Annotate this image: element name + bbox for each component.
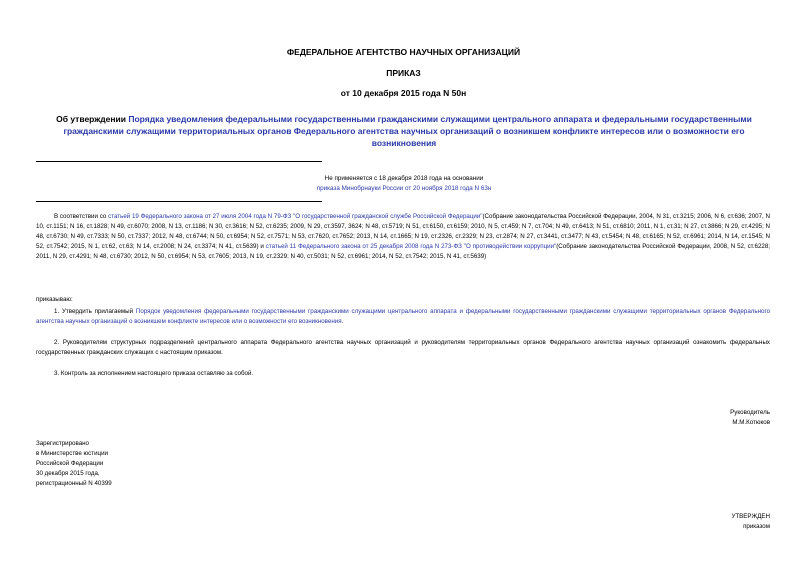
item-3: 3. Контроль за исполнением настоящего приказа оставляю за собой. xyxy=(54,370,254,377)
approved-line-1: УТВЕРЖДЕН xyxy=(731,513,770,520)
registration-line-1: Зарегистрировано xyxy=(36,440,89,447)
validity-note xyxy=(36,174,772,193)
registration-line-2: в Министерстве юстиции xyxy=(36,450,109,457)
item-1-link[interactable]: Порядок уведомления федеральными государственными гражданскими служащими центрального аппарата и федеральными государственными гражданскими служащими территориальных органов Федерального агентства научных организаций о возникшем конфликте интересов или о возможности его возникновения xyxy=(36,308,771,325)
item-2: 2. Руководителям структурных подразделений центрального аппарата Федерального агентства научных организаций и руководителям территориальных органов Федерального агентства научных организаций ознакомить федеральных государственных гражданских служащих с настоящим приказом. xyxy=(36,339,770,356)
doc-title xyxy=(36,113,772,149)
doc-date-number: от 10 декабря 2015 года N 50н xyxy=(340,88,467,98)
signature-position: Руководитель xyxy=(730,409,770,416)
preamble xyxy=(36,212,770,262)
divider-bottom xyxy=(36,201,322,202)
preamble-suffix: (Собрание законодательства Российской Федерации, 2008, N 52, ст.6228; 2011, N 29, ст.4291; N 48, ст.6730; 2012, N 50, ст.6954; N 53, ст.7605; 2013, N 19, ст.2329; N 40, ст.5031; N 52, ст.6961; 2014, N 52, ст.7542; 2015, N 41, ст.5639) xyxy=(36,243,771,260)
item-1-suffix: . xyxy=(341,318,344,325)
order-word: приказываю: xyxy=(36,296,73,303)
item-1 xyxy=(36,307,770,327)
registration-line-5: регистрационный N 40399 xyxy=(36,480,112,487)
preamble-link-law-79[interactable]: статьей 19 Федерального закона от 27 июля 2004 года N 79-ФЗ "О государственной гражданской службе Российской Федерации" xyxy=(108,213,483,220)
validity-note-text: Не применяется с 18 декабря 2018 года на основании xyxy=(324,175,484,182)
item-1-prefix: 1. Утвердить прилагаемый xyxy=(54,308,136,315)
signature-name: М.М.Котюков xyxy=(732,419,770,426)
doc-type: ПРИКАЗ xyxy=(386,68,421,78)
title-link[interactable]: Порядка уведомления федеральными государственными гражданскими служащими центрального аппарата и федеральными государственными гражданскими служащими территориальных органов Федерального агентства научных организаций о возникшем конфликте интересов или о возможности его возникновения xyxy=(63,114,752,148)
preamble-middle: (Собрание законодательства Российской Федерации, 2004, N 31, ст.3215; 2006, N 6, ст.636; 2007, N 10, ст.1151; N 16, ст.1828; N 49, ст.6070; 2008, N 13, ст.1186; N 30, ст.3616; N 52, ст.6235; 2009, N 29, ст.3597, 3624; N 48, ст.5719; N 51, ст.6150, ст.6159; 2010, N 5, ст.459; N 7, ст.704; N 49, ст.6413; N 51, ст.6810; 2011, N 1, ст.31; N 27, ст.3866; N 29, ст.4295; N 48, ст.6730; N 49, ст.7333; N 50, ст.7337; 2012, N 48, ст.6744; N 50, ст.6954; N 52, ст.7571; N 53, ст.7620, ст.7652; 2013, N 14, ст.1665; N 19, ст.2326, ст.2329; N 23, ст.2874; N 27, ст.3441, ст.3477; N 43, ст.5454; N 48, ст.6165; N 52, ст.6961; 2014, N 14, ст.1545; N 52, ст.7542; 2015, N 1, ст.62, ст.63; N 14, ст.2008; N 24, ст.3374; N 41, ст.5639) и xyxy=(36,213,770,250)
registration-line-4: 30 декабря 2015 года, xyxy=(36,470,100,477)
title-prefix: Об утверждении xyxy=(56,114,129,124)
agency-name: ФЕДЕРАЛЬНОЕ АГЕНТСТВО НАУЧНЫХ ОРГАНИЗАЦИЙ xyxy=(286,47,521,57)
approved-line-2: приказом xyxy=(743,523,770,530)
registration-line-3: Российской Федерации xyxy=(36,460,104,467)
validity-note-link[interactable]: приказа Минобрнауки России от 20 ноября 2018 года N 63н xyxy=(316,184,492,192)
preamble-link-law-273[interactable]: статьей 11 Федерального закона от 25 декабря 2008 года N 273-ФЗ "О противодействии коррупции" xyxy=(265,243,557,250)
divider-top xyxy=(36,161,322,162)
preamble-prefix: В соответствии со xyxy=(54,213,109,220)
